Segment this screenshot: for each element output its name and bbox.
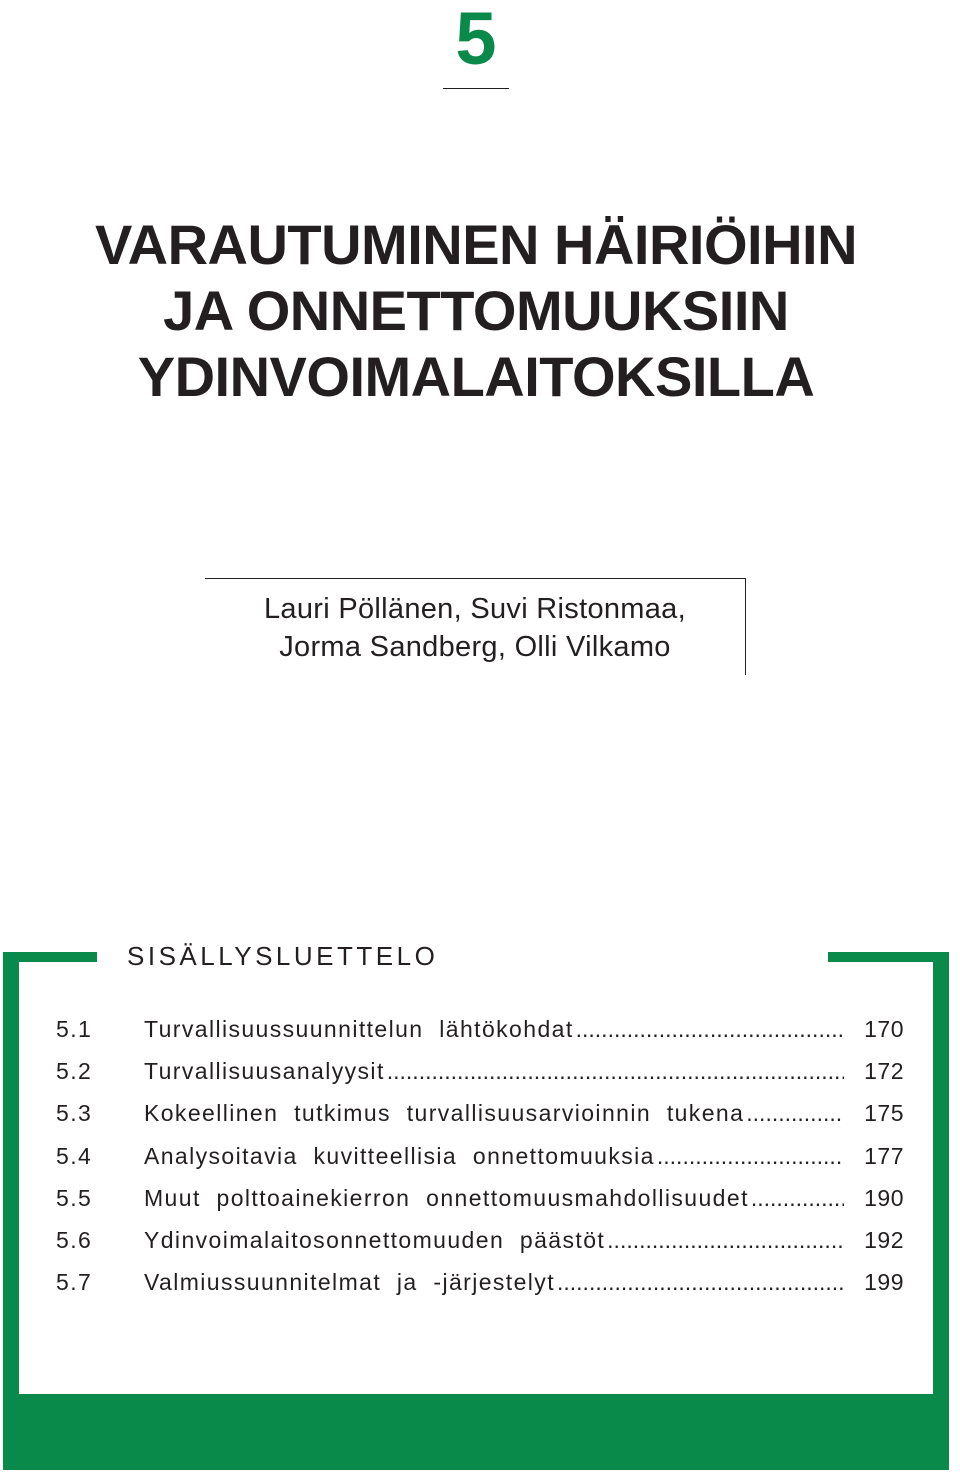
toc-item-title: Valmiussuunnitelmat ja -järjestelyt (144, 1269, 555, 1296)
toc-item-number: 5.2 (56, 1058, 93, 1085)
toc-item[interactable] (56, 1050, 906, 1092)
chapter-title-line: JA ONNETTOMUUKSIIN (163, 279, 789, 342)
chapter-title (0, 212, 952, 410)
toc-list (56, 1008, 906, 1303)
toc-item-page: 190 (864, 1184, 904, 1211)
toc-item-title: Kokeellinen tutkimus turvallisuusarvioinnin tukena (144, 1100, 745, 1127)
toc-item[interactable] (56, 1219, 906, 1261)
toc-dot-leader (574, 1008, 844, 1050)
authors-line: Lauri Pöllänen, Suvi Ristonmaa, (264, 593, 686, 625)
toc-item-entry (144, 1219, 844, 1261)
toc-item-number: 5.5 (56, 1184, 93, 1211)
toc-item-title: Ydinvoimalaitosonnettomuuden päästöt (144, 1226, 606, 1253)
toc-item[interactable] (56, 1008, 906, 1050)
toc-item-page: 170 (864, 1016, 904, 1042)
toc-item[interactable] (56, 1092, 906, 1134)
toc-frame-right-bar (933, 952, 949, 1470)
toc-frame-top-left-bar (3, 952, 97, 962)
toc-item-entry (144, 1050, 844, 1092)
toc-item-number: 5.6 (56, 1226, 93, 1253)
chapter-number-rule (443, 88, 509, 89)
toc-item-entry (144, 1092, 844, 1134)
toc-item[interactable] (56, 1177, 906, 1219)
toc-dot-leader (555, 1261, 844, 1303)
toc-item-number: 5.4 (56, 1142, 93, 1169)
toc-item-number: 5.7 (56, 1269, 93, 1296)
toc-item-page: 172 (864, 1058, 904, 1085)
toc-item-title: Turvallisuusanalyysit (144, 1058, 385, 1085)
toc-item-entry (144, 1177, 844, 1219)
toc-item-title: Turvallisuussuunnittelun lähtökohdat (144, 1016, 574, 1042)
toc-item-entry (144, 1008, 844, 1050)
toc-item-page: 177 (864, 1142, 904, 1169)
toc-item-title: Analysoitavia kuvitteellisia onnettomuuksia (144, 1142, 655, 1169)
toc-item-entry (144, 1135, 844, 1177)
toc-item[interactable] (56, 1261, 906, 1303)
toc-heading: SISÄLLYSLUETTELO (127, 941, 439, 971)
toc-dot-leader (744, 1092, 844, 1134)
chapter-title-line: YDINVOIMALAITOKSILLA (137, 345, 815, 408)
toc-item-number: 5.1 (56, 1016, 93, 1042)
toc-dot-leader (749, 1177, 844, 1219)
toc-item-title: Muut polttoainekierron onnettomuusmahdollisuudet (144, 1184, 749, 1211)
toc-frame-bottom-band (3, 1394, 949, 1470)
authors (205, 590, 745, 666)
toc-item-number: 5.3 (56, 1100, 93, 1127)
chapter-number: 5 (455, 0, 497, 80)
toc-frame-left-bar (3, 952, 19, 1470)
toc-item-page: 175 (864, 1100, 904, 1127)
toc-item-page: 192 (864, 1226, 904, 1253)
toc-dot-leader (605, 1219, 844, 1261)
toc-dot-leader (655, 1135, 844, 1177)
chapter-title-line: VARAUTUMINEN HÄIRIÖIHIN (94, 213, 858, 276)
toc-item-entry (144, 1261, 844, 1303)
toc-frame-top-right-bar (828, 952, 949, 962)
toc-dot-leader (385, 1050, 844, 1092)
toc-item-page: 199 (864, 1269, 904, 1296)
authors-line: Jorma Sandberg, Olli Vilkamo (279, 631, 671, 663)
toc-item[interactable] (56, 1135, 906, 1177)
